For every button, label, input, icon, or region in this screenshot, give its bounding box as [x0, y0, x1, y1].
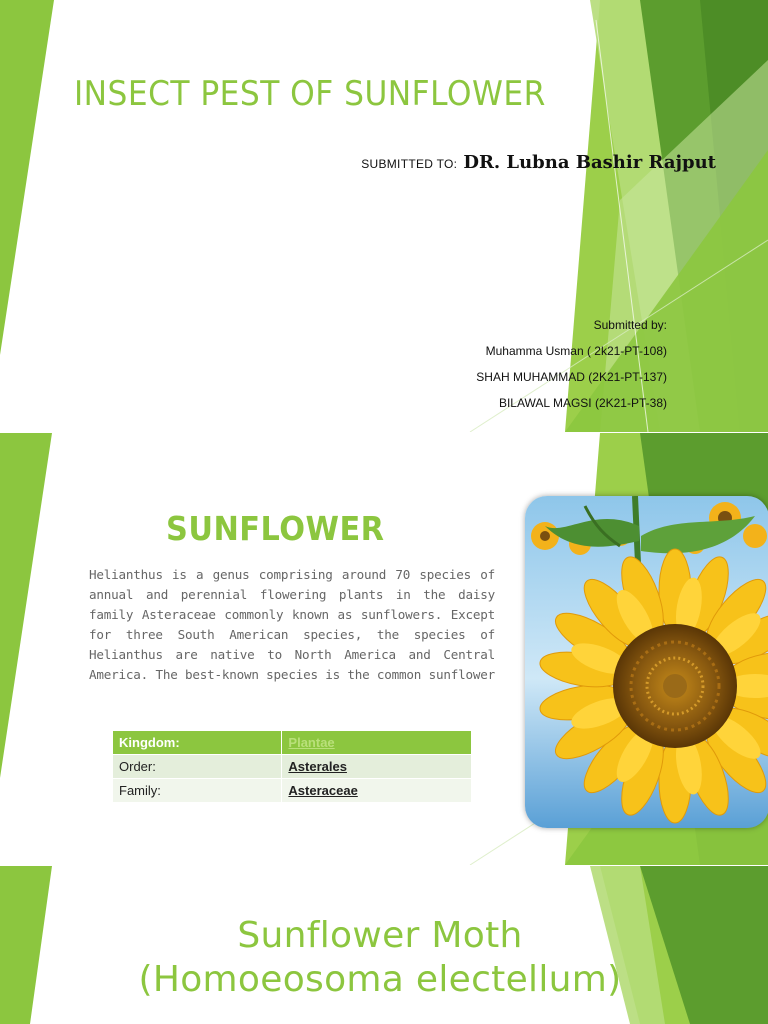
sunflower-photo [525, 496, 768, 828]
submitted-to-name: DR. Lubna Bashir Rajput [463, 152, 716, 173]
table-row [113, 779, 471, 803]
slide-title [0, 0, 768, 432]
author-item: SHAH MUHAMMAD (2K21-PT-137) [476, 370, 667, 384]
author-item: Muhamma Usman ( 2k21-PT-108) [485, 344, 667, 358]
taxonomy-label: Order: [113, 755, 282, 779]
description-paragraph: Helianthus is a genus comprising around 70 species of annual and perennial flowering plants in the daisy family Asteraceae commonly known as sunflowers. Except for three South American species, the species of Helianthus are native to North America and Central America. The best-known species is the common sunflower [89, 567, 496, 682]
heading-line-1: Sunflower Moth [237, 915, 523, 956]
slide-heading [0, 914, 760, 1002]
section-heading: SUNFLOWER [166, 509, 385, 548]
author-item: BILAWAL MAGSI (2K21-PT-38) [498, 396, 667, 410]
slide-title-heading: INSECT PEST OF SUNFLOWER [74, 74, 546, 114]
submitted-by-label: Submitted by: [593, 318, 667, 332]
submitted-to [361, 152, 716, 173]
submitted-to-label: SUBMITTED TO: [361, 157, 458, 171]
sunflower-icon [525, 496, 768, 828]
taxonomy-label: Kingdom: [113, 731, 282, 755]
taxonomy-link[interactable]: Asterales [282, 755, 471, 779]
taxonomy-link[interactable]: Asteraceae [282, 779, 471, 803]
slide-sunflower [0, 433, 768, 865]
slide-sunflower-moth [0, 866, 768, 1024]
taxonomy-link[interactable]: Plantae [282, 731, 471, 755]
table-row [113, 755, 471, 779]
taxonomy-table [113, 731, 471, 803]
table-row [113, 731, 471, 755]
author-list [476, 312, 667, 416]
taxonomy-label: Family: [113, 779, 282, 803]
heading-line-2: (Homoeosoma electellum) [138, 959, 622, 1000]
